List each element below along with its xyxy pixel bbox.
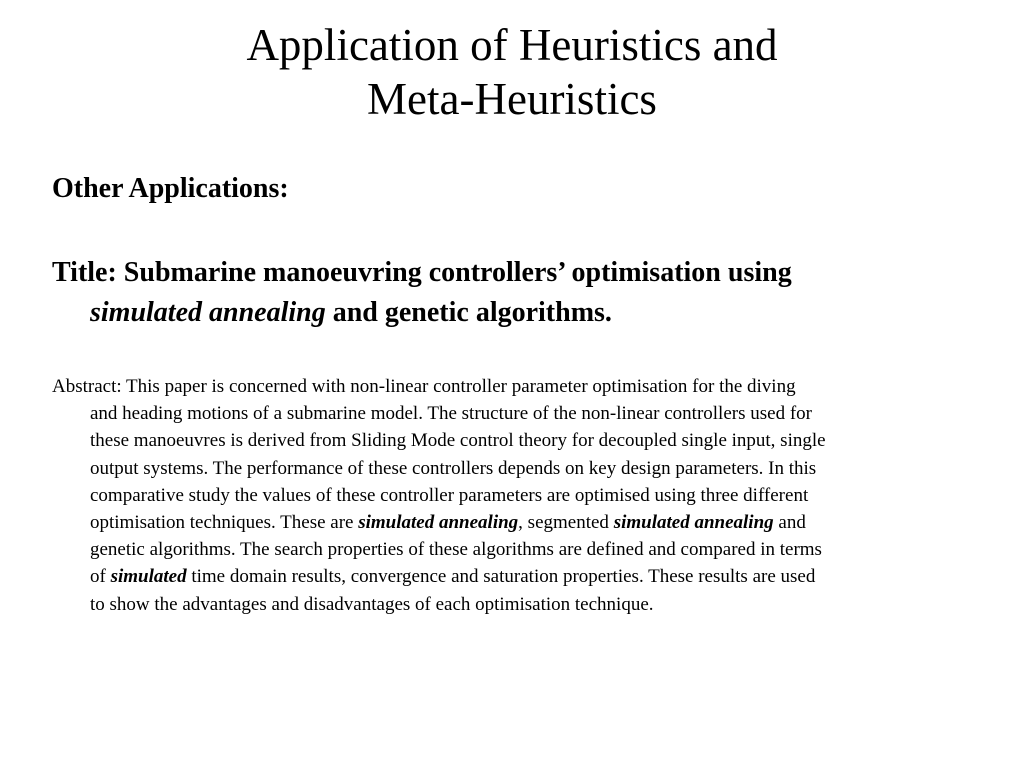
abstract-line: these manoeuvres is derived from Sliding Mode control theory for decoupled single input, single	[90, 430, 826, 452]
abstract-line: Abstract: This paper is concerned with non-linear controller parameter optimisation for the diving	[52, 376, 796, 397]
abstract-text-segment: optimisation techniques. These are	[90, 512, 359, 534]
abstract-line	[52, 509, 992, 536]
abstract-line: to show the advantages and disadvantages of each optimisation technique.	[90, 593, 654, 615]
abstract-text-segment: and	[773, 512, 806, 534]
paper-title-prefix: Title: Submarine manoeuvring controllers’ optimisation using	[52, 257, 792, 288]
abstract-line: output systems. The performance of these controllers depends on key design parameters. In this	[90, 457, 817, 479]
paper-title	[52, 253, 992, 333]
abstract-line: comparative study the values of these controller parameters are optimised using three different	[90, 484, 809, 506]
abstract-text	[52, 373, 992, 618]
abstract-line: and heading motions of a submarine model. The structure of the non-linear controllers used for	[90, 403, 812, 425]
abstract-line: genetic algorithms. The search properties of these algorithms are defined and compared in terms	[90, 539, 822, 561]
slide-title-line-2: Meta-Heuristics	[367, 74, 657, 124]
abstract-text-segment: , segmented	[518, 512, 614, 534]
paper-title-suffix: and genetic algorithms.	[325, 297, 612, 328]
abstract-text-segment: of	[90, 566, 111, 588]
abstract-text-segment: time domain results, convergence and saturation properties. These results are used	[186, 566, 816, 588]
paper-title-emphasis: simulated annealing	[90, 297, 326, 328]
slide-title	[0, 18, 1024, 126]
slide-title-line-1: Application of Heuristics and	[246, 20, 778, 70]
section-heading: Other Applications:	[52, 173, 289, 204]
abstract-emphasis: simulated annealing	[613, 512, 774, 534]
paper-title-line-2	[52, 293, 992, 333]
abstract-emphasis: simulated annealing	[358, 512, 519, 534]
abstract-emphasis: simulated	[110, 566, 187, 588]
abstract-line	[52, 563, 992, 590]
